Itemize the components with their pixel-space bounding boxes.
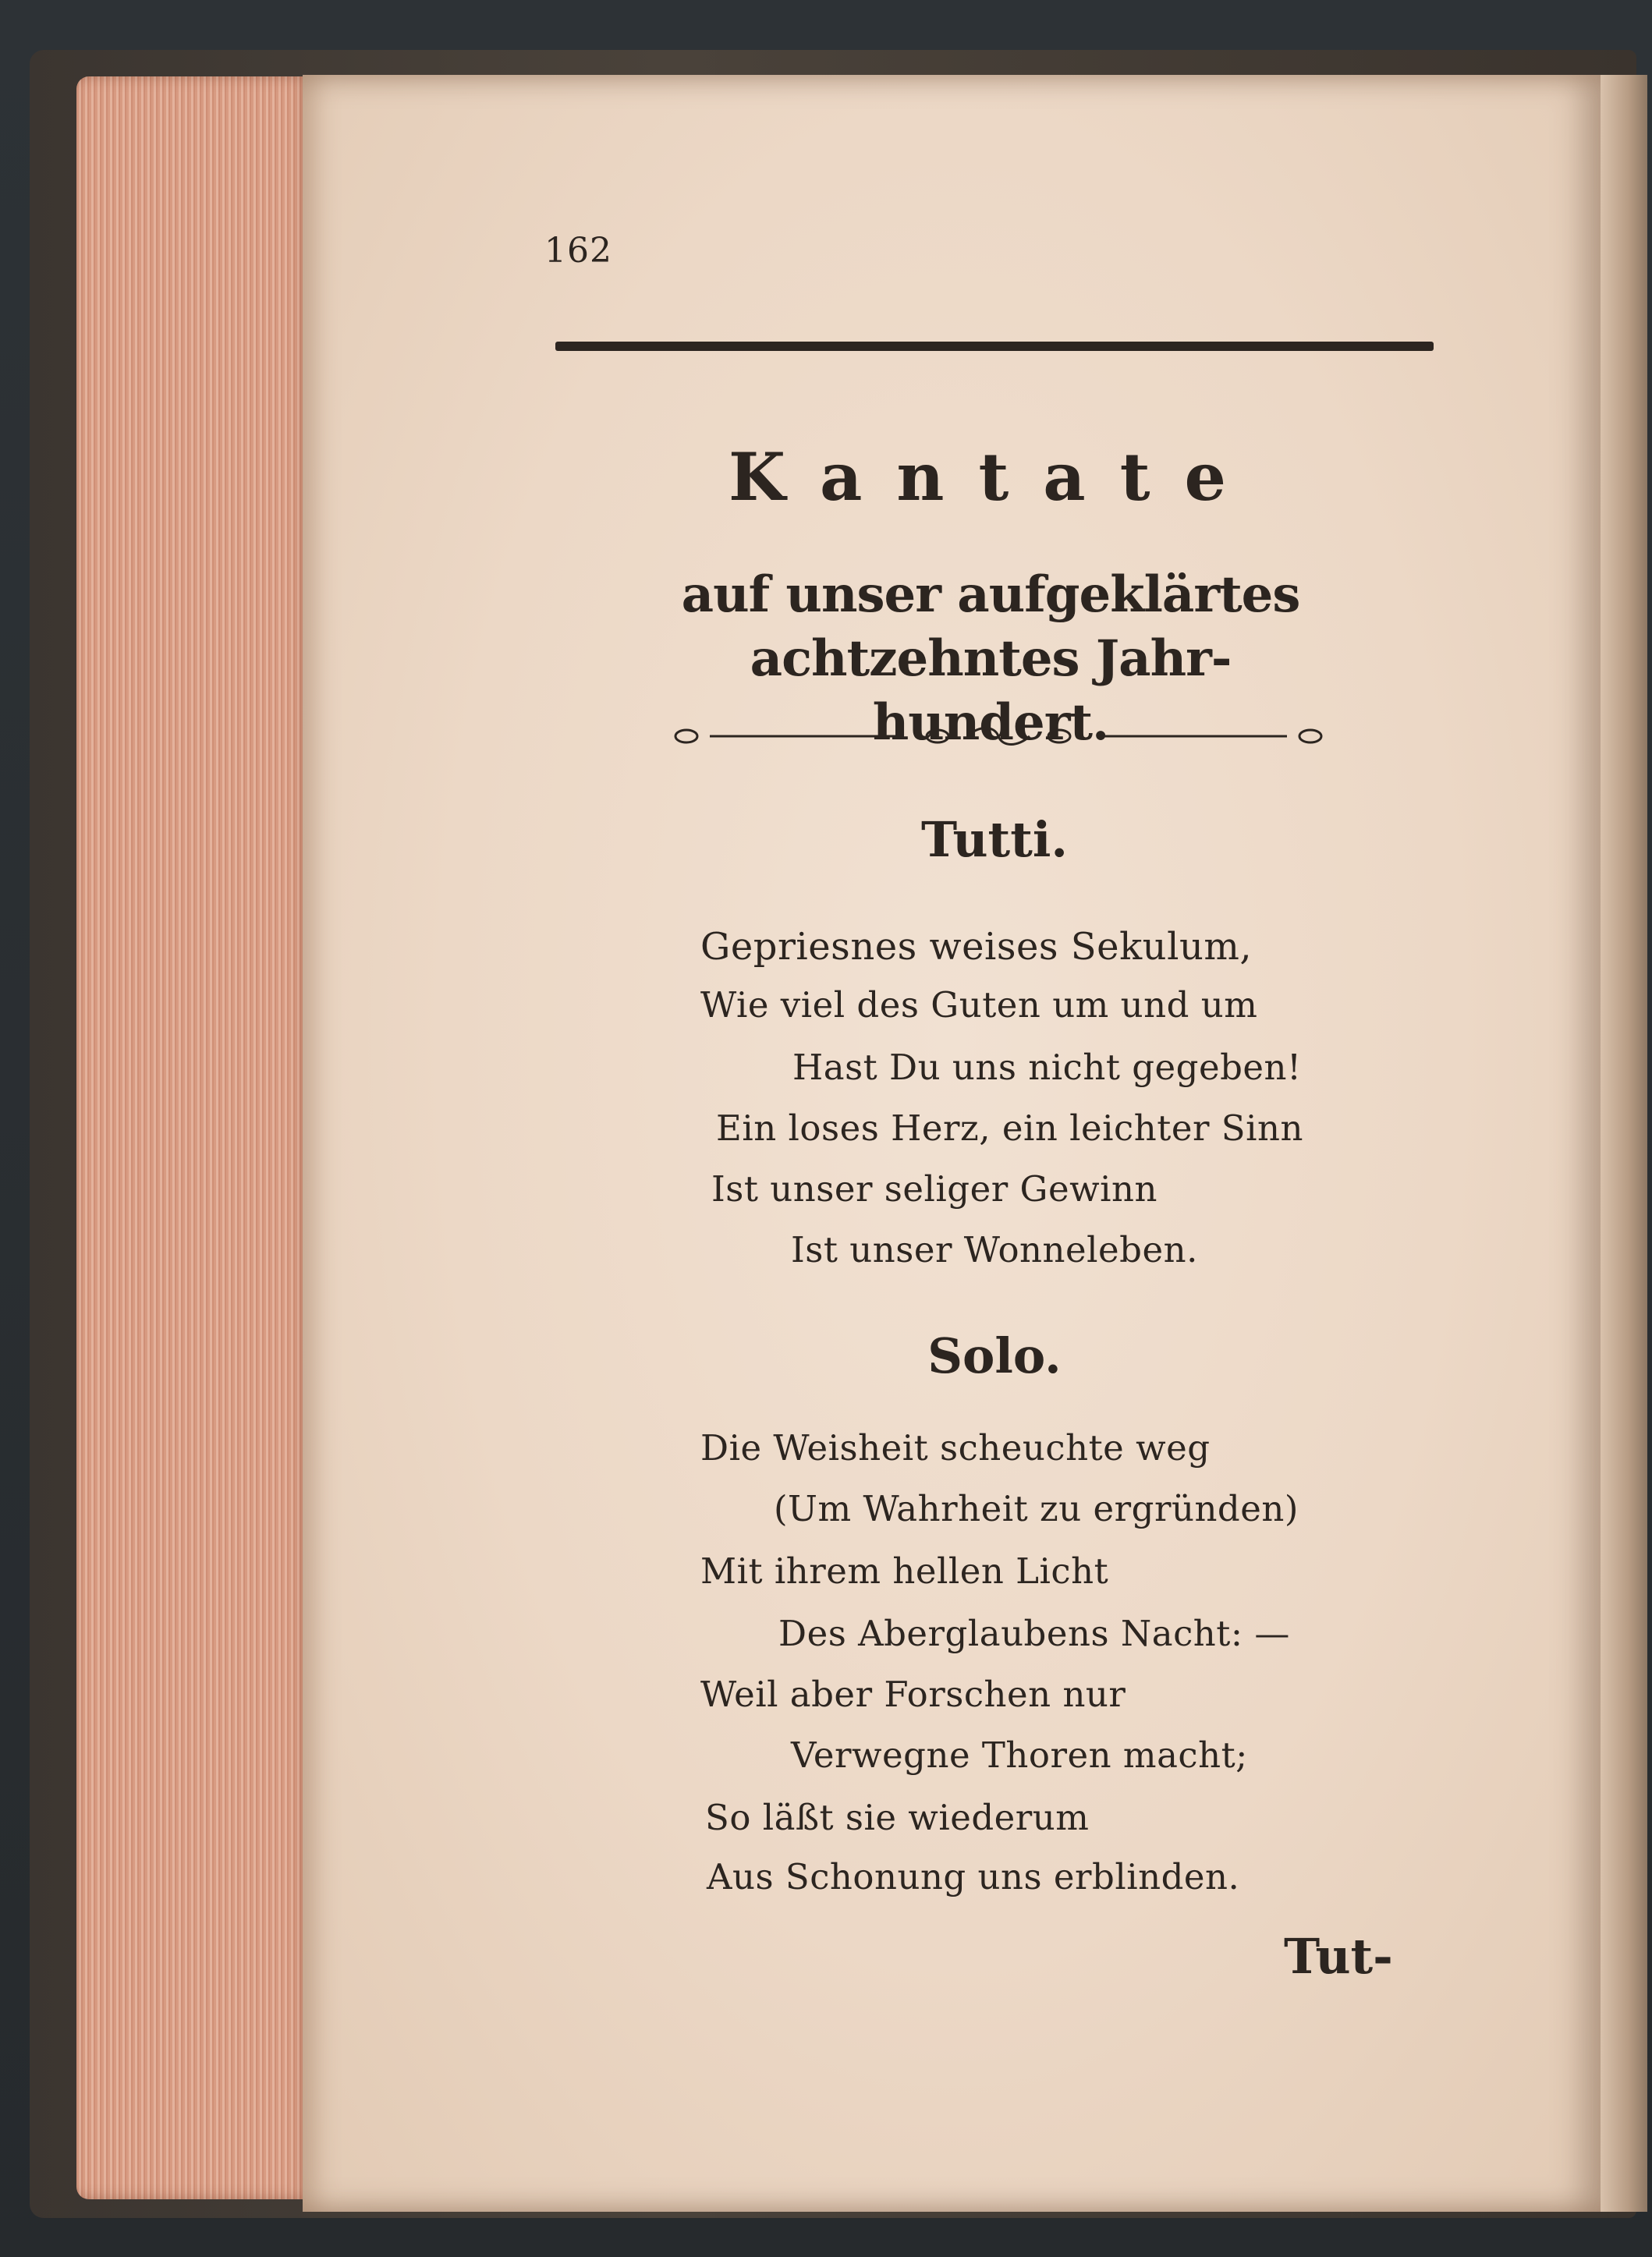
section-heading-solo: Solo. — [927, 1327, 1062, 1384]
book-gutter — [1601, 75, 1647, 2212]
verse-line: Gepriesnes weises Sekulum, — [700, 925, 1253, 969]
verse-line: Ist unser seliger Gewinn — [711, 1168, 1157, 1210]
verse-line: Hast Du uns nicht gegeben! — [792, 1047, 1302, 1088]
verse-line: (Um Wahrheit zu ergründen) — [774, 1488, 1299, 1529]
verse-line: Die Weisheit scheuchte weg — [700, 1427, 1211, 1469]
verse-line: Verwegne Thoren macht; — [791, 1734, 1248, 1776]
page-edges — [76, 76, 310, 2199]
header-rule — [555, 342, 1434, 351]
verse-line: Mit ihrem hellen Licht — [700, 1550, 1109, 1592]
verse-line: So läßt sie wiederum — [705, 1797, 1090, 1838]
subtitle-line: auf unser aufgeklärtes achtzehntes Jahr- — [681, 565, 1300, 688]
verse-line: Aus Schonung uns erblinden. — [707, 1856, 1240, 1897]
subtitle-line: hundert. — [872, 693, 1109, 752]
section-heading-tutti: Tutti. — [921, 811, 1068, 868]
ornament-divider — [663, 722, 1334, 750]
verse-line: Ist unser Wonneleben. — [791, 1229, 1198, 1270]
catchword: Tut- — [1284, 1928, 1393, 1985]
page-title: Kantate — [729, 438, 1260, 516]
page-number: 162 — [544, 231, 612, 271]
verse-line: Ein loses Herz, ein leichter Sinn — [716, 1107, 1303, 1149]
verse-line: Wie viel des Guten um und um — [700, 984, 1258, 1026]
verse-line: Des Aberglaubens Nacht: — — [778, 1613, 1290, 1654]
verse-line: Weil aber Forschen nur — [700, 1674, 1126, 1715]
